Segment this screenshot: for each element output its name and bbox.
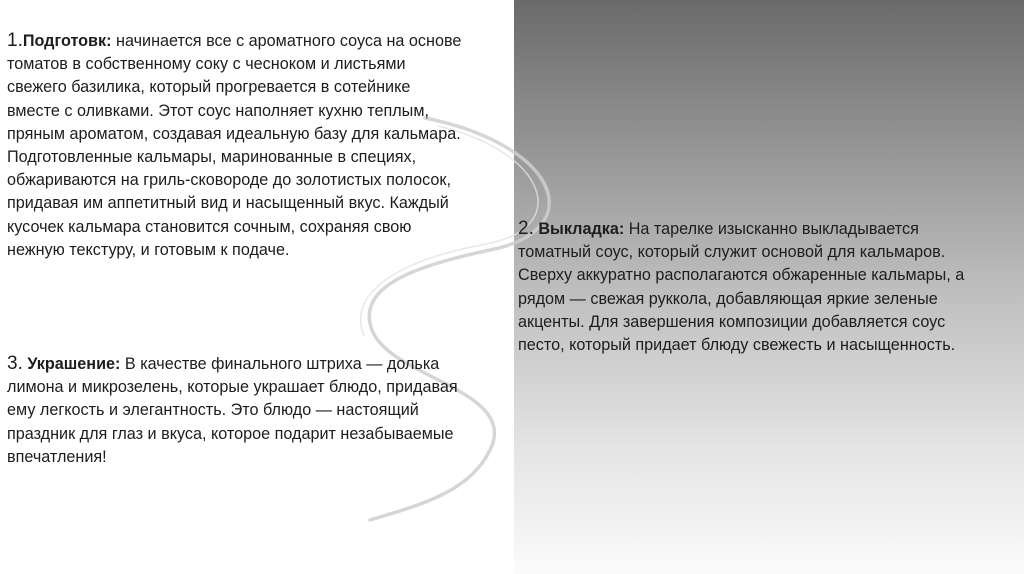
- preparation-section: [7, 29, 507, 262]
- text-line: начинается все с ароматного соуса на основе: [116, 32, 462, 50]
- text-line: томатов в собственному соку с чесноком и листьями: [7, 55, 406, 74]
- garnish-section: [7, 352, 507, 469]
- text-line: обжариваются на гриль-сковороде до золотистых полосок,: [7, 171, 451, 190]
- text-line: свежего базилика, который прогревается в сотейнике: [7, 78, 411, 97]
- text-line: В качестве финального штриха — долька: [124, 355, 440, 373]
- text-line: Сверху аккуратно располагаются обжаренные кальмары, а: [518, 266, 965, 285]
- text-line: придавая им аппетитный вид и насыщенный вкус. Каждый: [7, 194, 449, 213]
- text-line: песто, который придает блюду свежесть и насыщенность.: [518, 336, 956, 355]
- text-line: праздник для глаз и вкуса, которое подарит незабываемые: [7, 424, 454, 443]
- text-line: впечатления!: [7, 447, 107, 466]
- text-line: лимона и микрозелень, которые украшает блюдо, придавая: [7, 378, 458, 397]
- text-line: нежную текстуру, и готовым к подаче.: [7, 240, 290, 259]
- text-line: ему легкость и элегантность. Это блюдо — настоящий: [7, 401, 419, 420]
- section-heading: 2. Выкладка:: [518, 218, 625, 239]
- text-line: вместе с оливками. Этот соус наполняет кухню теплым,: [7, 101, 429, 120]
- text-line: акценты. Для завершения композиции добавляется соус: [518, 312, 946, 331]
- section-heading: 1.Подготовк:: [7, 30, 112, 51]
- text-line: На тарелке изысканно выкладывается: [628, 220, 919, 238]
- text-line: томатный соус, который служит основой для кальмаров.: [518, 243, 946, 262]
- plating-section: [518, 217, 1018, 357]
- text-line: рядом — свежая руккола, добавляющая яркие зеленые: [518, 289, 938, 308]
- text-line: Подготовленные кальмары, маринованные в специях,: [7, 148, 417, 167]
- text-line: кусочек кальмара становится сочным, сохраняя свою: [7, 217, 412, 236]
- text-line: пряным ароматом, создавая идеальную базу для кальмара.: [7, 124, 461, 143]
- section-heading: 3. Украшение:: [7, 353, 121, 374]
